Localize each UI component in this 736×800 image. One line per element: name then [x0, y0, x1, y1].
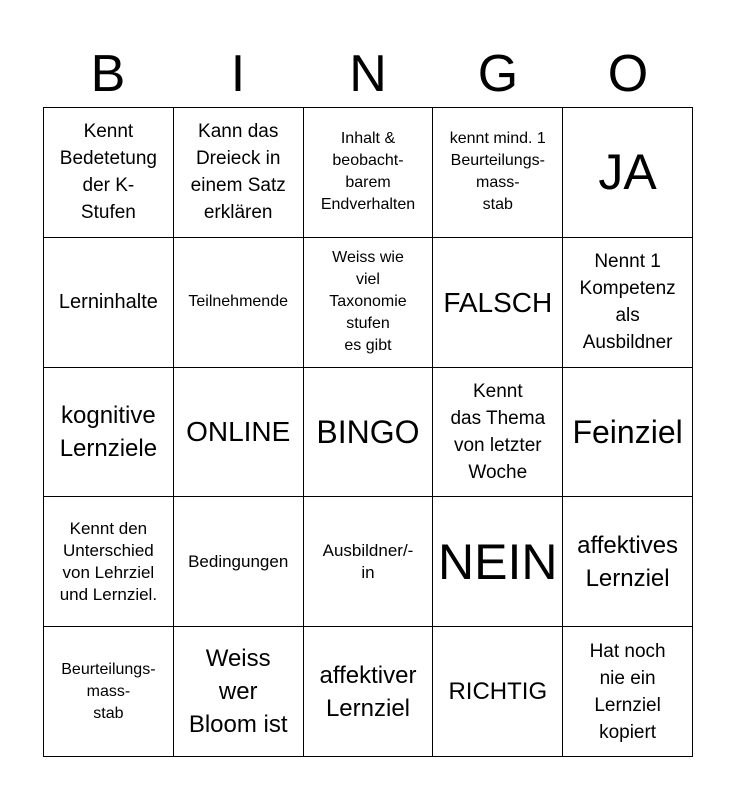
bingo-cell-r1c1[interactable] — [44, 108, 174, 238]
header-letter-g: G — [477, 45, 519, 103]
bingo-cell-r3c1[interactable] — [44, 368, 174, 498]
header-letter-b: B — [90, 45, 126, 103]
bingo-cell-text: NEIN — [438, 533, 558, 590]
bingo-cell-r4c4[interactable] — [433, 497, 563, 627]
bingo-cell-text: Weiss wie viel Taxonomie stufen es gibt — [329, 249, 407, 355]
bingo-cell-r3c2[interactable] — [174, 368, 304, 498]
bingo-cell-r4c2[interactable] — [174, 497, 304, 627]
bingo-cell-text: Kennt den Unterschied von Lehrziel und Lernziel. — [59, 518, 158, 604]
bingo-cell-text: JA — [598, 144, 657, 201]
bingo-cell-text: Hat noch nie ein Lernziel kopiert — [589, 640, 666, 743]
bingo-cell-text: affektives Lernziel — [577, 531, 679, 592]
bingo-cell-text: Weiss wer Bloom ist — [188, 645, 288, 739]
bingo-cell-text: FALSCH — [443, 286, 553, 318]
bingo-cell-r1c5[interactable] — [563, 108, 693, 238]
bingo-header — [43, 40, 693, 108]
bingo-cell-text: BINGO — [316, 413, 420, 450]
bingo-cell-text: Kennt das Thema von letzter Woche — [450, 380, 546, 483]
bingo-cell-text: Ausbildner/- in — [322, 540, 414, 582]
bingo-cell-r3c4[interactable] — [433, 368, 563, 498]
bingo-cell-text: Inhalt & beobacht- barem Endverhalten — [320, 130, 416, 214]
bingo-cell-text: kognitive Lernziele — [59, 401, 158, 462]
bingo-cell-r2c3[interactable] — [304, 238, 434, 368]
bingo-cell-r2c5[interactable] — [563, 238, 693, 368]
bingo-cell-text: RICHTIG — [448, 678, 548, 706]
bingo-cell-r2c1[interactable] — [44, 238, 174, 368]
bingo-cell-text: Beurteilungs- mass- stab — [61, 660, 156, 722]
bingo-cell-text: Kann das Dreieck in einem Satz erklären — [190, 121, 286, 224]
bingo-cell-text: Lerninhalte — [58, 290, 158, 313]
header-letter-i: I — [230, 45, 246, 103]
bingo-cell-r5c1[interactable] — [44, 627, 174, 757]
bingo-cell-r1c3[interactable] — [304, 108, 434, 238]
bingo-cell-r5c2[interactable] — [174, 627, 304, 757]
bingo-cell-r4c1[interactable] — [44, 497, 174, 627]
bingo-cell-text: kennt mind. 1 Beurteilungs- mass- stab — [449, 130, 546, 214]
bingo-cell-r3c5[interactable] — [563, 368, 693, 498]
bingo-card — [43, 107, 693, 757]
bingo-cell-text: Feinziel — [572, 413, 683, 450]
bingo-cell-r4c3[interactable] — [304, 497, 434, 627]
bingo-cell-text: Kennt Bedetetung der K- Stufen — [59, 121, 157, 224]
bingo-cell-r4c5[interactable] — [563, 497, 693, 627]
header-letter-o: O — [607, 45, 649, 103]
bingo-cell-text: Teilnehmende — [188, 293, 288, 311]
bingo-cell-text: Bedingungen — [188, 551, 289, 571]
bingo-cell-text: ONLINE — [186, 416, 291, 448]
bingo-cell-r5c3[interactable] — [304, 627, 434, 757]
bingo-cell-r1c4[interactable] — [433, 108, 563, 238]
bingo-cell-r1c2[interactable] — [174, 108, 304, 238]
bingo-cell-r5c4[interactable] — [433, 627, 563, 757]
bingo-cell-text: Nennt 1 Kompetenz als Ausbildner — [579, 251, 676, 354]
bingo-cell-r3c3[interactable] — [304, 368, 434, 498]
bingo-cell-text: affektiver Lernziel — [319, 661, 417, 722]
bingo-cell-r2c2[interactable] — [174, 238, 304, 368]
bingo-cell-r5c5[interactable] — [563, 627, 693, 757]
bingo-cell-r2c4[interactable] — [433, 238, 563, 368]
header-letter-n: N — [349, 45, 387, 103]
